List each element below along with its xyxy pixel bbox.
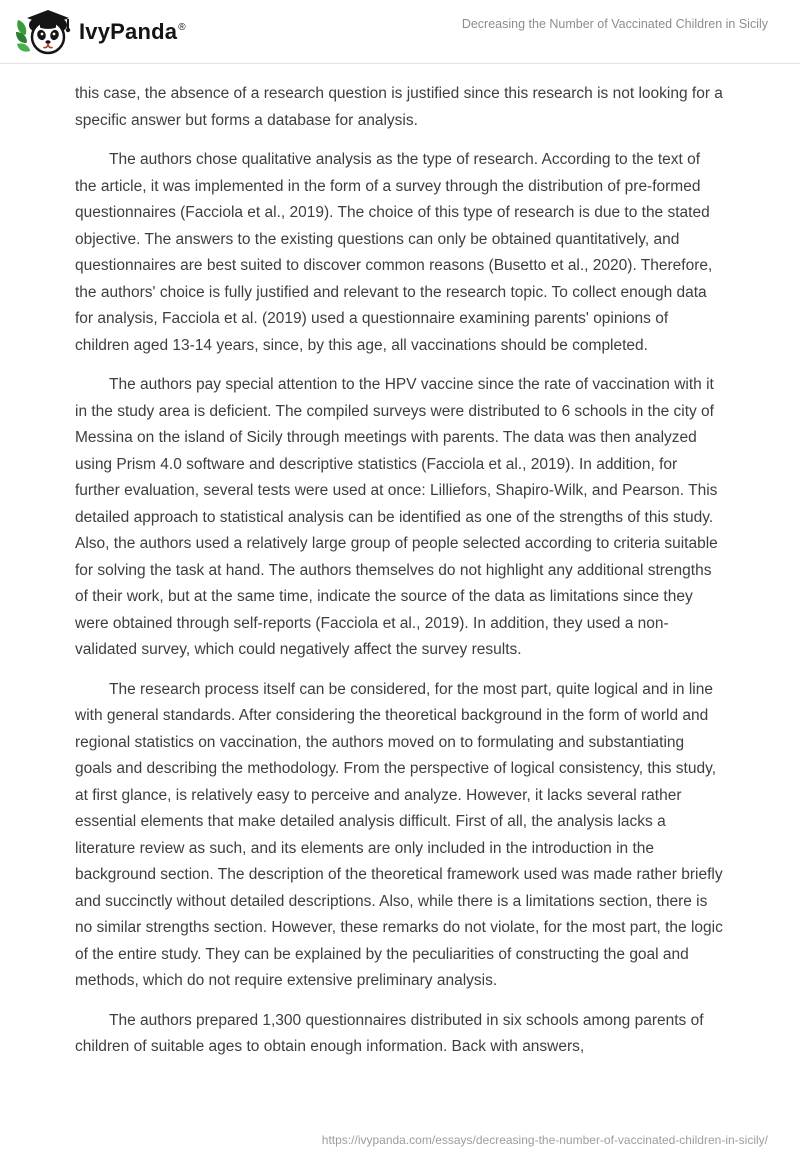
- page-header: [0, 0, 800, 64]
- document-title: Decreasing the Number of Vaccinated Children in Sicily: [461, 17, 768, 31]
- brand-name: [79, 19, 186, 45]
- essay-paragraph: The authors chose qualitative analysis as the type of research. According to the text of the article, it was implemented in the form of a survey through the distribution of pre-formed questionnaires (Facciola et al., 2019). The choice of this type of research is due to the stated objective. The answers to the existing questions can only be obtained quantitatively, and questionnaires are best suited to discover common reasons (Busetto et al., 2020). Therefore, the authors' choice is fully justified and relevant to the research topic. To collect enough data for analysis, Facciola et al. (2019) used a questionnaire examining parents' opinions of children aged 13-14 years, since, by this age, all vaccinations should be completed.: [75, 151, 713, 354]
- brand-logo-link[interactable]: [14, 8, 186, 56]
- essay-paragraph: The research process itself can be considered, for the most part, quite logical and in line with general standards. After considering the theoretical background in the form of world and regional statistics on vaccination, the authors moved on to formulating and substantiating goals and describing the methodology. From the perspective of logical consistency, this study, at first glance, is relatively easy to perceive and analyze. However, it lacks several rather essential elements that make detailed analysis difficult. First of all, the analysis lacks a literature review as such, and its elements are only included in the introduction in the background section. The description of the theoretical framework used was made rather briefly and succinctly without detailed descriptions. Also, while there is a limitations section, there is no similar strengths section. However, these remarks do not violate, for the most part, the logic of the entire study. They can be explained by the peculiarities of constructing the goal and methods, which do not require extensive preliminary analysis.: [75, 680, 723, 989]
- registered-mark: ®: [178, 22, 186, 34]
- essay-paragraph: this case, the absence of a research question is justified since this research is not looking for a specific answer but forms a database for analysis.: [75, 85, 723, 129]
- page-footer: [322, 1133, 768, 1147]
- source-url[interactable]: https://ivypanda.com/essays/decreasing-the-number-of-vaccinated-children-in-sicily/: [321, 1133, 768, 1147]
- brand-name-text: IvyPanda: [79, 18, 178, 44]
- essay-body: [75, 81, 725, 1061]
- essay-paragraph: The authors pay special attention to the HPV vaccine since the rate of vaccination with it in the study area is deficient. The compiled surveys were distributed to 6 schools in the city of Messina on the island of Sicily through meetings with parents. The data was then analyzed using Prism 4.0 software and descriptive statistics (Facciola et al., 2019). In addition, for further evaluation, several tests were used at once: Lilliefors, Shapiro-Wilk, and Pearson. This detailed approach to statistical analysis can be identified as one of the strengths of this study. Also, the authors used a relatively large group of people selected according to criteria suitable for solving the task at hand. The authors themselves do not highlight any additional strengths of their work, but at the same time, indicate the source of the data as limitations since they were obtained through self-reports (Facciola et al., 2019). In addition, they used a non-validated survey, which could negatively affect the survey results.: [75, 376, 718, 658]
- panda-graduate-icon: [14, 8, 72, 56]
- essay-paragraph: The authors prepared 1,300 questionnaires distributed in six schools among parents of children of suitable ages to obtain enough information. Back with answers,: [75, 1011, 704, 1055]
